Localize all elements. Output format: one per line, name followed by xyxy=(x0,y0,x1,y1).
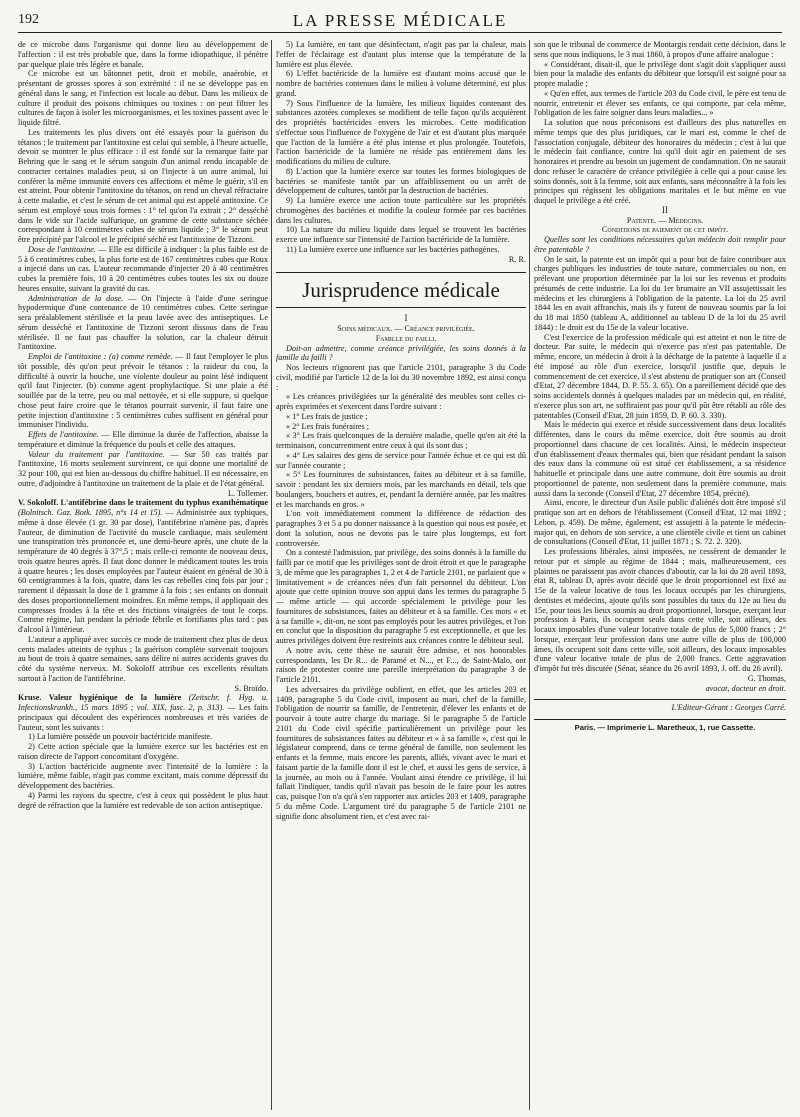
paragraph: Les professions libérales, ainsi imposées, ne cessèrent de demander le retour pur et simple au régime de 1844 ; mais, malheureusement, ces plaintes ne paraissent pas avoir chances d'aboutir, car la loi du 28 avril 1893, état R, tableau D, après avoir décidé que le droit proportionnel est fixé au 15e de la valeur locative de tous les locaux occupés par les chirurgiens, dentistes et médecins, ajoute qu'ils sont passibles du taux du 12e au lieu du 15e, pour tous les lieux soumis au droit proportionnel, lorsque, exerçant leur profession à Paris, ils occupent seuls dans cette ville, soit ailleurs, des locaux imposables d'une valeur locative totale de plus de 5,000 francs ; 2° lorsque, exerçant leur profession dans une autre ville de plus de 100,000 âmes, ils occupent soit dans cette ville, soit ailleurs, des locaux imposables d'une valeur locative totale de plus de 2,000 francs. Cette aggravation d'impôt fut très discutée (Sénat, séance du 26 avril 1893, J. off. du 26 avril). xyxy=(534,547,786,673)
section-title: Jurisprudence médicale xyxy=(276,272,526,308)
subheading: Famille du failli. xyxy=(375,333,437,343)
paragraph: Ce microbe est un bâtonnet petit, droit et mobile, anaérobie, et présentant de grosses spores à son extrémité : il ne se développe pas en général dans le sang, et l'infection est locale au début. Dans les milieux de culture il produit des poisons chimiques ou toxines : on peut filtrer les cultures de façon à isoler les microorganismes, et les toxines passent avec le liquide filtré. xyxy=(18,69,268,127)
list-item: 3) L'action bactéricide augmente avec l'intensité de la lumière : la lumière, même faible, n'agit pas comme excitant, mais comme dépressif du développement des bactéries. xyxy=(18,761,268,790)
paragraph-text: — Administrée aux typhiques, même à dose élevée (1 gr. 30 par dose), l'antifébrine n'amène pas, d'après l'auteur, de diminution de l'activité du muscle cardiaque, mais seulement une transpiration très prononcée et, une demi-heure après, une chute de la température de 40 degrés à 37°,5 ; mais celle-ci remonte de nouveau deux, trois quatre heures après. Il faut donc donner le médicament toutes les trois à quatre heures ; les doses employées par l'auteur étaient en général de 30 à 60 centigrammes à la fois, quatre, dans les cas rebelles cinq fois par jour ; rarement il dépassait la dose de 1 gramme à la fois ; ses enfants on donnait des doses proportionnellement moindres. En même temps, il appliquait des compresses froides à la tête et des frictions vinaigrées de tout le corps. Comme régime, lait pendant la période fébrile et fortifiants plus tard : pas d'alcool à l'intérieur. xyxy=(18,508,268,634)
quote: « Considérant, disait-il, que le privilège dont s'agit doit s'appliquer aussi bien pour la maladie des enfants du débiteur que lorsqu'il est soigné pour sa propre maladie ; xyxy=(534,59,786,88)
paragraph-text: — Il faut l'employer le plus tôt possible, dès qu'on peut prévoir le tétanos : la raideur du cou, la difficulté à ouvrir la bouche, une violente douleur au point lésé indiquent qu'il faut l'injecter. (b) comme agent prophylactique. Si une plaie a été souillée par de la terre, peu ou mal nettoyée, et si elle suppure, si quelque chose peut faire croire que le tétanos pourrait survenir, il faut faire une petite injection d'antitoxine : 5 centimètres cubes suffisent en général pour immuniser l'individu. xyxy=(18,352,268,430)
paragraph-dose xyxy=(18,245,268,294)
paragraph: Mais le médecin qui exerce et réside successivement dans deux localités différentes, dans le cours du même exercice, doit être soumis au droit proportionnel dans chacune de ces localités. Ainsi, le médecin inspecteur d'un établissement d'eaux thermales qui, bien que résidant pendant la saison des eaux dans la commune où est situé cet établissement, a sa résidence habituelle et principale dans une autre commune, doit être soumis au droit proportionnel de patente, non seulement dans la première commune, mais aussi dans la seconde (Conseil d'Etat, 27 décembre 1854, précité). xyxy=(534,420,786,498)
paragraph: La solution que nous préconisons est d'ailleurs des plus naturelles en même temps que des plus juridiques, car le mari est, comme le chef de l'association conjugale, débiteur des honoraires du médecin ; c'est à lui que le médecin fait confiance, contre lui qu'il doit agir en paiement de ses honoraires et prendre au besoin un jugement de condamnation. On ne saurait donc refuser le caractère de créance privilégiée à celle qui a pour cause les soins donnés, soit à la femme, soit aux enfants, sans méconnaître à la fois les principes qui régissent les obligations maritales et le but même en vue duquel le privilège a été créé. xyxy=(534,118,786,205)
paragraph-admin xyxy=(18,294,268,353)
paragraph: On a contesté l'admission, par privilège, des soins donnés à la famille du failli par ce motif que les privilèges sont de droit étroit et que le paragraphe 3, de même que les paragraphes 1, 2 et 4 de l'article 2101, ne parlaient que « limitativement » de créances nées d'un fait personnel du débiteur. L'on ajoute que cette opinion trouve son appui dans les termes du paragraphe 5 — même article — qui accorde spécialement le privilège pour les fournitures de subsistances, faites au débiteur et à sa famille. Ces mots « et à sa famille », dit-on, ne sont pas employés pour les autres privilèges, et l'on en conclut que la disposition du paragraphe 5 est exceptionnelle, et que les autres privilèges doivent être restreints aux créances contre le débiteur seul. xyxy=(276,548,526,645)
list-item: 9) La lumière exerce une action toute particulière sur les propriétés chromogènes des bactéries et modifie la couleur formée par ces bactéries dans les cultures. xyxy=(276,196,526,225)
page-header xyxy=(18,10,782,33)
list-item: 4) Parmi les rayons du spectre, c'est à ceux qui possèdent le plus haut degré de réfraction que la lumière est redevable de son action antiseptique. xyxy=(18,790,268,810)
paragraph: Les adversaires du privilège oublient, en effet, que les articles 203 et 1409, paragraphe 5 du Code civil, imposent au mari, chef de la famille, l'obligation de nourrir sa famille, de l'entretenir, d'élever les enfants et de pourvoir à toute autre charge du mariage. Si le paragraphe 5 de l'article 2101 du Code civil spécifie particulièrement un privilège pour les fournitures de subsistances faites au débiteur et « à sa famille », c'est qui le législateur comprend, dans ce terme général de famille, non seulement les enfants et la femme, mais encore les parents, alliés, vivant avec le mari et faisant partie de la famille dont il est le chef, et aussi les gens de service, à la journée, au mois ou à l'année. Voulant ainsi étendre ce privilège, il lui fallait l'indiquer, tandis qu'il n'avait pas besoin de le faire pour les autres cas, puisque l'on n'a qu'à s'en rapporter aux articles 203 et 1409, paragraphe 5 du même Code. L'argument tiré du paragraphe 5 de l'article 2101 ne signifie donc absolument rien, et c'est avec rai- xyxy=(276,684,526,821)
author-signature: R. R. xyxy=(508,254,526,264)
paragraph: L'on voit immédiatement comment la différence de rédaction des paragraphes 3 et 5 a pu donner naissance à la question qui nous est posée, et dont la solution, nous ne devons pas le taire plus longtemps, est fort controversée. xyxy=(276,509,526,548)
section-heading: Valeur du traitement par l'antitoxine. xyxy=(28,449,165,459)
paragraph-text: — Les faits principaux qui découlent des expériences nombreuses et très variées de l'auteur, sont les suivants : xyxy=(18,703,268,732)
paragraph: L'auteur a appliqué avec succès ce mode de traitement chez plus de deux cents malades atteints de typhus ; la guérison complète survenait toujours au bout de trois à quatre semaines, sans délire ni autres accidents graves du côté du système nerveux. M. Sokoloff attribue ces excellents résultats surtout à l'action de l'antifébrine. xyxy=(18,634,268,683)
abstract-sokoloff xyxy=(18,498,268,635)
list-item: 5) La lumière, en tant que désinfectant, n'agit pas par la chaleur, mais l'effet de l'éclairage est d'autant plus intense que la température de la lumière est plus élevée. xyxy=(276,40,526,69)
journal-title: LA PRESSE MÉDICALE xyxy=(292,11,508,30)
abstract-heading: Kruse. Valeur hygiénique de la lumière xyxy=(18,693,182,703)
list-item: 6) L'effet bactéricide de la lumière est d'autant moins accusé que le nombre de bactéries contenues dans le milieu à volume déterminé, est plus grand. xyxy=(276,69,526,98)
column-divider xyxy=(529,40,530,1110)
subheading: Soins médicaux. — Créance privilégiée. xyxy=(337,324,475,333)
quote: « 1° Les frais de justice ; xyxy=(286,411,368,421)
divider xyxy=(534,699,786,700)
paragraph: Ainsi, encore, le directeur d'un Asile public d'aliénés doit être imposé s'il pratique son art en dehors de l'établissement (Conseil d'Etat, 12 mai 1892 ; Lebon, p. 459). De même, également, est assujetti à la patente le médecin-major qui, en dehors de son service, a une clientèle civile et tient un cabinet de consultations (Conseil d'Etat, 11 juillet 1871 ; S. 72. 2. 320). xyxy=(534,498,786,547)
paragraph-effets xyxy=(18,430,268,450)
page-number: 192 xyxy=(18,12,39,27)
paragraph: A notre avis, cette thèse ne saurait être admise, et nos honorables correspondants, les Dr R... de Paramé et N..., et F..., de Saint-Malo, ont raison de protester contre une pareille interprétation du paragraphe 3 de l'article 2101. xyxy=(276,645,526,684)
abstract-kruse xyxy=(18,693,268,732)
paragraph-valeur xyxy=(18,450,268,489)
paragraph-text: — Sur 50 cas traités par l'antitoxine, 16 morts seulement survinrent, ce qui donne une mortalité de 32 pour 100, qui est bien au-dessous du chiffre habituel. Il est nécessaire, en outre, d'adjoindre à l'antitoxine un traitement de la plaie et de l'état général. xyxy=(18,449,268,488)
section-heading: Dose de l'antitoxine. xyxy=(28,244,96,254)
author-signature: L. Tollemer. xyxy=(228,488,268,498)
section-heading: Administration de la dose. xyxy=(28,293,124,303)
section-number: II xyxy=(662,204,668,215)
quote: « 3° Les frais quelconques de la dernière maladie, quelle qu'en ait été la terminaison, concurremment entre ceux à qui ils sont dus ; xyxy=(276,431,526,450)
list-item: 2) Cette action spéciale que la lumière exerce sur les bactéries est en raison directe de l'apport concomitant d'oxygène. xyxy=(18,742,268,761)
paragraph-text: — Elle diminue la durée de l'affection, abaisse la température et diminue la fréquence du pouls et celle des attaques. xyxy=(18,430,268,449)
paragraph: de ce microbe dans l'organisme qui donne lieu au développement de l'affection : il est très probable que, dans la forme idiopathique, il pénètre par quelque plaie très légère et banale. xyxy=(18,40,268,69)
paragraph: C'est l'exercice de la profession médicale qui est atteint et non le titre de docteur. Par suite, le médecin qui n'exerce pas n'est pas patentable. De même, encore, un médecin à droit à la décharge de la patente à laquelle il a été imposé au rôle d'un exercice, lorsqu'il justifie que, depuis le commencement de cet exercice, il s'est abstenu de pratiquer son art (Conseil d'Etat, 27 décembre 1844, D. P. 55. 3. 65). On a pareillement décidé que des soins accidentels donnés à quelques malades par un médecin qui, en réalité, n'exerce plus son art, ne suffiraient pas pour qu'il pût être rétabli au rôle des patentables (Conseil d'Etat, 28 juin 1859, D. P. 60. 3. 330). xyxy=(534,332,786,420)
list-item: 11) La lumière exerce une influence sur les bactéries pathogènes. xyxy=(286,244,500,254)
paragraph-text: — Elle est difficile à indiquer : la plus faible est de 5 à 6 centimètres cubes, la plus forte est de 167 centimètres cubes que Roux a injecté dans un cas. L'auteur recommande d'injecter 20 à 40 centimètres cubes la première fois, 10 à 20 centimètres cubes toutes les six ou douze heures ensuite, suivant la gravité du cas. xyxy=(18,244,268,293)
abstract-reference: (Zeitschr. f. Hyg. u. Infectionskrankh., 15 mars 1895 ; vol. XIX, fasc. 2, p. 313). xyxy=(18,693,268,712)
author-signature: S. Broïdo. xyxy=(234,683,268,693)
subheading: Conditions de paiement de cet impôt. xyxy=(601,225,729,235)
author-signature: G. Thomas, xyxy=(747,673,786,683)
section-number: I xyxy=(404,313,408,324)
quote: « 2° Les frais funéraires ; xyxy=(286,421,370,431)
paragraph: On le sait, la patente est un impôt qui a pour but de faire contribuer aux charges publiques les industries de toute nature, commerciales ou non, en prélevant une proportion déterminée par la loi sur les revenus et produits présumés de cette industrie. La loi du 1er brumaire an VII assujettissait les médecins et les chirurgiens à l'obligation de la patente. La loi du 25 avril 1844 les en avait affranchis, mais ils y furent de nouveau soumis par la loi du 18 mai 1850 (tableau A, additionnel au tableau D de la loi du 25 avril 1844) : le droit est du 15e de la valeur locative. xyxy=(534,254,786,332)
paragraph: Les traitements les plus divers ont été essayés pour la guérison du tétanos ; le traitement par l'antitoxine est celui qui semble, à l'heure actuelle, devoir se montrer le plus efficace : il est fondé sur la remarque faite par Behring que le sang et le sérum sanguin d'un animal rendu incapable de contracter certaines maladies peut, si on l'injecte à un autre animal, lui conférer la même immunité envers ces affections et même le guérir, s'il en est atteint. Pour obtenir l'antitoxine du tétanos, on rend un cheval réfractaire à cette maladie, et c'est le sérum de cet animal qui est appelé antitoxine. Ce sérum est employé sous trois formes : 1° tel qu'on l'a extrait ; 2° desséché dans le vide sur l'acide sulfurique, un gramme de cette substance séchée correspondant à 10 centimètres cubes de sérum liquide ; 3° le sérum peut être précipité par l'alcool et le précipité séché est l'antitoxine de Tizzoni. xyxy=(18,127,268,244)
author-title: avocat, docteur en droit. xyxy=(705,683,786,693)
abstract-heading: V. Sokoloff. L'antifébrine dans le traitement du typhus exanthématique xyxy=(18,498,268,508)
column-divider xyxy=(271,40,272,1110)
subheading: Patente. — Médecins. xyxy=(626,215,704,225)
paragraph: Nos lecteurs n'ignorent pas que l'article 2101, paragraphe 3 du Code civil, modifié par l'article 12 de la loi du 30 novembre 1892, est ainsi conçu : xyxy=(276,363,526,392)
list-item: 1) La lumière possède un pouvoir bactéricide manifeste. xyxy=(28,732,213,742)
list-item: 7) Sous l'influence de la lumière, les milieux liquides contenant des substances azotées complexes se modifient de telle façon qu'ils acquièrent des propriétés bactéricides envers les microbes. Cette modification s'effectue sous l'influence de l'oxygène de l'air et est d'autant plus marquée que l'action de la lumière a été plus intense et plus prolongée. Toutefois, l'action bactéricide de la lumière ne réside pas entièrement dans les modifications du milieu de culture. xyxy=(276,98,526,166)
quote: « 4° Les salaires des gens de service pour l'année échue et ce qui est dû sur l'année courante ; xyxy=(276,450,526,470)
column-3 xyxy=(534,40,786,1110)
quote: « 5° Les fournitures de subsistances, faites au débiteur et à sa famille, savoir : pendant les six derniers mois, par les marchands en détail, tels que boulangers, bouchers et autres, et, pendant la dernière année, par les maîtres et les marchands en gros. » xyxy=(276,470,526,509)
list-item: 10) La nature du milieu liquide dans lequel se trouvent les bactéries exerce une influence sur l'intensité de l'action bactéricide de la lumière. xyxy=(276,225,526,244)
section-heading: Effets de l'antitoxine. xyxy=(28,430,99,439)
quote: « Les créances privilégiées sur la généralité des meubles sont celles ci-après exprimées et s'exercent dans l'ordre suivant : xyxy=(276,392,526,411)
quote: « Qu'en effet, aux termes de l'article 203 du Code civil, le père est tenu de nourrir, entretenir et élever ses enfants, ce qui comporte, par cela même, l'obligation de les faire soigner dans leurs maladies... » xyxy=(534,88,786,118)
paragraph-emploi xyxy=(18,352,268,430)
publisher-credit: L'Editeur-Gérant : Georges Carré. xyxy=(671,703,786,713)
section-heading: Emploi de l'antitoxine : (a) comme remède. xyxy=(28,352,173,361)
question: Quelles sont les conditions nécessaires qu'un médecin doit remplir pour être patentable ? xyxy=(534,235,786,254)
question: Doit-on admettre, comme créance privilégiée, les soins donnés à la famille du failli ? xyxy=(276,343,526,363)
printer-credit: Paris. — Imprimerie L. Maretheux, 1, rue Cassette. xyxy=(574,723,756,732)
paragraph-text: — On l'injecte à l'aide d'une seringue hypodermique d'une contenance de 10 centimètres cubes. Cette seringue sera préalablement stérilisée et la peau lavée avec des antiseptiques. Le sérum desséché et l'antitoxine de Tizzoni seront dissous dans de l'eau stérilisée. Il ne faut pas chauffer la solution, car la chaleur détruit l'antitoxine. xyxy=(18,293,268,352)
list-item: 8) L'action que la lumière exerce sur toutes les formes biologiques de bactéries se manifeste tantôt par un affaiblissement ou un arrêt de développement de cultures, tantôt par la destruction de bactéries. xyxy=(276,166,526,196)
abstract-reference: (Bolnitsch. Gaz. Botk. 1895, n°s 14 et 15). xyxy=(18,508,163,517)
divider xyxy=(534,719,786,720)
column-2 xyxy=(276,40,526,1110)
paragraph: son que le tribunal de commerce de Montargis rendait cette décision, dans le sens que nous indiquons, le 3 mai 1860, à propos d'une affaire analogue : xyxy=(534,40,786,59)
column-1 xyxy=(18,40,268,1110)
